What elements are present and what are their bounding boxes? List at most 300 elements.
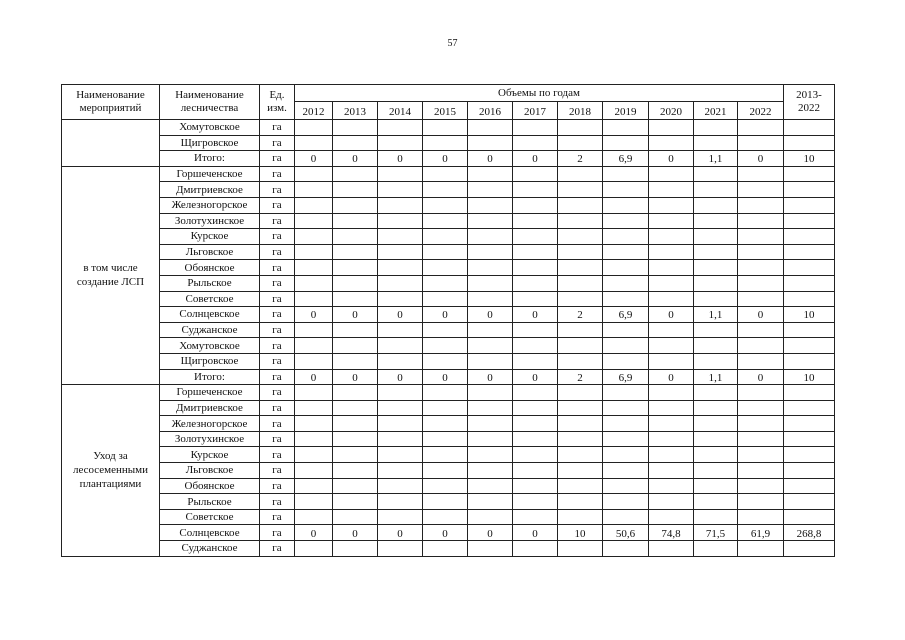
value-cell: [468, 322, 513, 338]
value-cell: [333, 213, 378, 229]
header-activity-line-2: мероприятий: [79, 102, 142, 114]
value-cell: [378, 197, 423, 213]
value-cell: [649, 416, 694, 432]
unit-cell: га: [260, 400, 295, 416]
value-cell: [423, 120, 468, 136]
header-total-line-2: 2022: [798, 102, 820, 114]
table-row: [62, 400, 835, 416]
value-cell: [694, 197, 738, 213]
table-row: [62, 494, 835, 510]
table-row: [62, 509, 835, 525]
value-cell: [513, 416, 558, 432]
value-cell: [423, 509, 468, 525]
value-cell: [603, 135, 649, 151]
value-cell: [295, 182, 333, 198]
header-forestry: [160, 85, 260, 120]
table-row: [62, 338, 835, 354]
total-cell: [784, 494, 835, 510]
value-cell: [694, 229, 738, 245]
unit-cell: га: [260, 385, 295, 401]
value-cell: 0: [468, 525, 513, 541]
value-cell: [295, 166, 333, 182]
value-cell: [513, 447, 558, 463]
value-cell: 1,1: [694, 151, 738, 167]
value-cell: [423, 275, 468, 291]
value-cell: [423, 447, 468, 463]
value-cell: [738, 166, 784, 182]
value-cell: [513, 213, 558, 229]
value-cell: [468, 291, 513, 307]
value-cell: [513, 338, 558, 354]
header-year: 2012: [295, 102, 333, 120]
value-cell: [378, 385, 423, 401]
value-cell: 61,9: [738, 525, 784, 541]
value-cell: [468, 385, 513, 401]
value-cell: [513, 541, 558, 557]
value-cell: [378, 338, 423, 354]
unit-cell: га: [260, 416, 295, 432]
value-cell: [558, 291, 603, 307]
value-cell: [558, 229, 603, 245]
total-cell: [784, 338, 835, 354]
value-cell: [333, 275, 378, 291]
value-cell: [295, 275, 333, 291]
total-cell: [784, 135, 835, 151]
value-cell: [694, 291, 738, 307]
value-cell: [423, 182, 468, 198]
unit-cell: га: [260, 447, 295, 463]
forestry-name: Солнцевское: [160, 525, 260, 541]
forestry-name: Золотухинское: [160, 213, 260, 229]
unit-cell: га: [260, 494, 295, 510]
value-cell: [603, 244, 649, 260]
value-cell: [603, 385, 649, 401]
value-cell: [694, 182, 738, 198]
value-cell: [378, 353, 423, 369]
value-cell: [378, 541, 423, 557]
value-cell: [558, 182, 603, 198]
value-cell: 0: [378, 151, 423, 167]
header-year: 2015: [423, 102, 468, 120]
value-cell: [423, 400, 468, 416]
unit-cell: га: [260, 338, 295, 354]
value-cell: [295, 213, 333, 229]
value-cell: 6,9: [603, 151, 649, 167]
header-year: 2013: [333, 102, 378, 120]
value-cell: 0: [423, 525, 468, 541]
value-cell: [649, 275, 694, 291]
forestry-name: Хомутовское: [160, 338, 260, 354]
value-cell: [468, 229, 513, 245]
header-unit-line-2: изм.: [267, 102, 287, 114]
value-cell: [649, 541, 694, 557]
value-cell: 74,8: [649, 525, 694, 541]
value-cell: [694, 416, 738, 432]
header-year: 2016: [468, 102, 513, 120]
value-cell: [468, 400, 513, 416]
value-cell: [649, 244, 694, 260]
total-cell: 10: [784, 151, 835, 167]
value-cell: [738, 322, 784, 338]
table-row: [62, 166, 835, 182]
value-cell: [694, 463, 738, 479]
activity-name: [62, 120, 160, 167]
value-cell: [333, 431, 378, 447]
value-cell: [603, 338, 649, 354]
value-cell: [295, 229, 333, 245]
unit-cell: га: [260, 291, 295, 307]
value-cell: [295, 416, 333, 432]
value-cell: [558, 244, 603, 260]
table-row: [62, 478, 835, 494]
value-cell: 50,6: [603, 525, 649, 541]
value-cell: [603, 182, 649, 198]
header-year: 2018: [558, 102, 603, 120]
value-cell: [513, 229, 558, 245]
unit-cell: га: [260, 463, 295, 479]
total-cell: [784, 385, 835, 401]
value-cell: 0: [295, 151, 333, 167]
value-cell: [738, 338, 784, 354]
forestry-name: Советское: [160, 291, 260, 307]
value-cell: [738, 447, 784, 463]
value-cell: [603, 275, 649, 291]
value-cell: [649, 400, 694, 416]
forestry-name: Итого:: [160, 369, 260, 385]
value-cell: [694, 213, 738, 229]
value-cell: [513, 135, 558, 151]
value-cell: [649, 291, 694, 307]
value-cell: [738, 509, 784, 525]
value-cell: 0: [423, 369, 468, 385]
unit-cell: га: [260, 541, 295, 557]
value-cell: [468, 494, 513, 510]
value-cell: [513, 260, 558, 276]
value-cell: [649, 338, 694, 354]
value-cell: [603, 322, 649, 338]
value-cell: [333, 385, 378, 401]
value-cell: 0: [649, 307, 694, 323]
value-cell: 1,1: [694, 369, 738, 385]
value-cell: [295, 463, 333, 479]
value-cell: [603, 416, 649, 432]
value-cell: [468, 353, 513, 369]
value-cell: [295, 478, 333, 494]
unit-cell: га: [260, 260, 295, 276]
value-cell: [649, 260, 694, 276]
table-row: [62, 244, 835, 260]
value-cell: [738, 135, 784, 151]
value-cell: [558, 463, 603, 479]
value-cell: [603, 541, 649, 557]
total-cell: 10: [784, 369, 835, 385]
forestry-name: Дмитриевское: [160, 182, 260, 198]
value-cell: 0: [513, 525, 558, 541]
value-cell: [649, 353, 694, 369]
value-cell: [378, 447, 423, 463]
value-cell: [558, 494, 603, 510]
value-cell: [558, 447, 603, 463]
header-year: 2019: [603, 102, 649, 120]
value-cell: [649, 166, 694, 182]
value-cell: [738, 478, 784, 494]
value-cell: 0: [738, 151, 784, 167]
table-row: [62, 447, 835, 463]
unit-cell: га: [260, 166, 295, 182]
value-cell: [738, 494, 784, 510]
value-cell: [378, 244, 423, 260]
forestry-name: Обоянское: [160, 478, 260, 494]
forestry-name: Щигровское: [160, 353, 260, 369]
value-cell: [513, 400, 558, 416]
value-cell: [378, 260, 423, 276]
value-cell: [378, 463, 423, 479]
value-cell: [513, 353, 558, 369]
value-cell: [468, 166, 513, 182]
total-cell: 10: [784, 307, 835, 323]
value-cell: [295, 400, 333, 416]
value-cell: [423, 416, 468, 432]
value-cell: [295, 509, 333, 525]
value-cell: [468, 447, 513, 463]
value-cell: [558, 197, 603, 213]
unit-cell: га: [260, 509, 295, 525]
value-cell: [694, 260, 738, 276]
header-unit-line-1: Ед.: [269, 89, 285, 101]
value-cell: [378, 291, 423, 307]
value-cell: 0: [295, 369, 333, 385]
total-cell: [784, 400, 835, 416]
value-cell: [423, 244, 468, 260]
value-cell: [468, 197, 513, 213]
value-cell: [513, 244, 558, 260]
value-cell: 0: [295, 525, 333, 541]
value-cell: [603, 400, 649, 416]
value-cell: [468, 509, 513, 525]
table-row: [62, 416, 835, 432]
header-year: 2020: [649, 102, 694, 120]
value-cell: [694, 541, 738, 557]
header-year: 2014: [378, 102, 423, 120]
value-cell: [295, 135, 333, 151]
value-cell: [468, 120, 513, 136]
value-cell: [603, 213, 649, 229]
value-cell: [513, 494, 558, 510]
total-cell: [784, 447, 835, 463]
value-cell: [558, 213, 603, 229]
value-cell: [378, 120, 423, 136]
value-cell: [333, 478, 378, 494]
value-cell: [649, 135, 694, 151]
value-cell: [603, 478, 649, 494]
value-cell: [468, 260, 513, 276]
value-cell: [295, 322, 333, 338]
value-cell: [378, 135, 423, 151]
total-cell: [784, 353, 835, 369]
forestry-name: Льговское: [160, 244, 260, 260]
activity-name: в том числе создание ЛСП: [62, 166, 160, 384]
table-row: [62, 260, 835, 276]
total-cell: [784, 463, 835, 479]
unit-cell: га: [260, 151, 295, 167]
value-cell: [603, 166, 649, 182]
value-cell: [694, 322, 738, 338]
value-cell: [333, 244, 378, 260]
value-cell: [333, 463, 378, 479]
value-cell: 71,5: [694, 525, 738, 541]
value-cell: [333, 353, 378, 369]
header-forestry-line-2: лесничества: [180, 102, 239, 114]
value-cell: 1,1: [694, 307, 738, 323]
value-cell: [738, 541, 784, 557]
header-forestry-line-1: Наименование: [175, 89, 244, 101]
value-cell: [378, 166, 423, 182]
value-cell: [423, 385, 468, 401]
value-cell: [333, 509, 378, 525]
value-cell: [558, 509, 603, 525]
value-cell: [333, 120, 378, 136]
total-cell: [784, 431, 835, 447]
value-cell: 0: [513, 151, 558, 167]
value-cell: [738, 416, 784, 432]
value-cell: [423, 353, 468, 369]
value-cell: 2: [558, 151, 603, 167]
value-cell: [423, 197, 468, 213]
value-cell: [295, 291, 333, 307]
value-cell: [694, 338, 738, 354]
table-row: [62, 197, 835, 213]
value-cell: [649, 509, 694, 525]
value-cell: [603, 494, 649, 510]
unit-cell: га: [260, 244, 295, 260]
value-cell: [558, 400, 603, 416]
unit-cell: га: [260, 120, 295, 136]
header-activity: [62, 85, 160, 120]
value-cell: [378, 509, 423, 525]
value-cell: [558, 385, 603, 401]
value-cell: [649, 322, 694, 338]
value-cell: [378, 182, 423, 198]
value-cell: [468, 541, 513, 557]
activity-name: Уход за лесосеменными плантациями: [62, 385, 160, 557]
total-cell: [784, 260, 835, 276]
value-cell: [378, 431, 423, 447]
value-cell: [513, 120, 558, 136]
unit-cell: га: [260, 182, 295, 198]
value-cell: [738, 385, 784, 401]
table-row: [62, 229, 835, 245]
forestry-name: Золотухинское: [160, 431, 260, 447]
forestry-name: Щигровское: [160, 135, 260, 151]
value-cell: [333, 416, 378, 432]
value-cell: [333, 135, 378, 151]
value-cell: [694, 385, 738, 401]
header-activity-line-1: Наименование: [76, 89, 145, 101]
forestry-name: Железногорское: [160, 197, 260, 213]
forestry-name: Суджанское: [160, 322, 260, 338]
value-cell: [694, 494, 738, 510]
value-cell: 0: [378, 307, 423, 323]
value-cell: [649, 213, 694, 229]
unit-cell: га: [260, 135, 295, 151]
unit-cell: га: [260, 275, 295, 291]
value-cell: [738, 229, 784, 245]
forestry-name: Итого:: [160, 151, 260, 167]
header-year: 2021: [694, 102, 738, 120]
value-cell: [738, 213, 784, 229]
table-row: [62, 120, 835, 136]
value-cell: [513, 431, 558, 447]
value-cell: [649, 120, 694, 136]
value-cell: [603, 120, 649, 136]
value-cell: [513, 385, 558, 401]
value-cell: [649, 447, 694, 463]
table-row: [62, 541, 835, 557]
value-cell: [295, 260, 333, 276]
unit-cell: га: [260, 322, 295, 338]
table-row: [62, 322, 835, 338]
value-cell: [333, 197, 378, 213]
forestry-name: Рыльское: [160, 275, 260, 291]
forestry-name: Льговское: [160, 463, 260, 479]
value-cell: [378, 275, 423, 291]
unit-cell: га: [260, 431, 295, 447]
value-cell: [738, 197, 784, 213]
value-cell: [468, 431, 513, 447]
value-cell: [295, 338, 333, 354]
value-cell: [694, 244, 738, 260]
value-cell: 2: [558, 369, 603, 385]
value-cell: [295, 447, 333, 463]
value-cell: [295, 353, 333, 369]
value-cell: [378, 400, 423, 416]
value-cell: [513, 478, 558, 494]
header-unit: [260, 85, 295, 120]
unit-cell: га: [260, 353, 295, 369]
value-cell: [423, 494, 468, 510]
value-cell: [333, 541, 378, 557]
table-row: [62, 307, 835, 323]
value-cell: [558, 166, 603, 182]
table-row: [62, 385, 835, 401]
forestry-name: Курское: [160, 229, 260, 245]
value-cell: [468, 416, 513, 432]
value-cell: [738, 291, 784, 307]
value-cell: [694, 431, 738, 447]
table-row: [62, 463, 835, 479]
value-cell: [295, 494, 333, 510]
unit-cell: га: [260, 213, 295, 229]
value-cell: [333, 166, 378, 182]
value-cell: [423, 291, 468, 307]
value-cell: 10: [558, 525, 603, 541]
value-cell: 0: [513, 369, 558, 385]
value-cell: 0: [333, 525, 378, 541]
value-cell: 0: [378, 369, 423, 385]
value-cell: [694, 353, 738, 369]
value-cell: [423, 478, 468, 494]
value-cell: [558, 353, 603, 369]
value-cell: [513, 322, 558, 338]
value-cell: [468, 213, 513, 229]
forestry-name: Советское: [160, 509, 260, 525]
value-cell: [558, 135, 603, 151]
value-cell: 0: [423, 307, 468, 323]
total-cell: [784, 322, 835, 338]
value-cell: [423, 431, 468, 447]
table-row: [62, 275, 835, 291]
value-cell: [468, 135, 513, 151]
